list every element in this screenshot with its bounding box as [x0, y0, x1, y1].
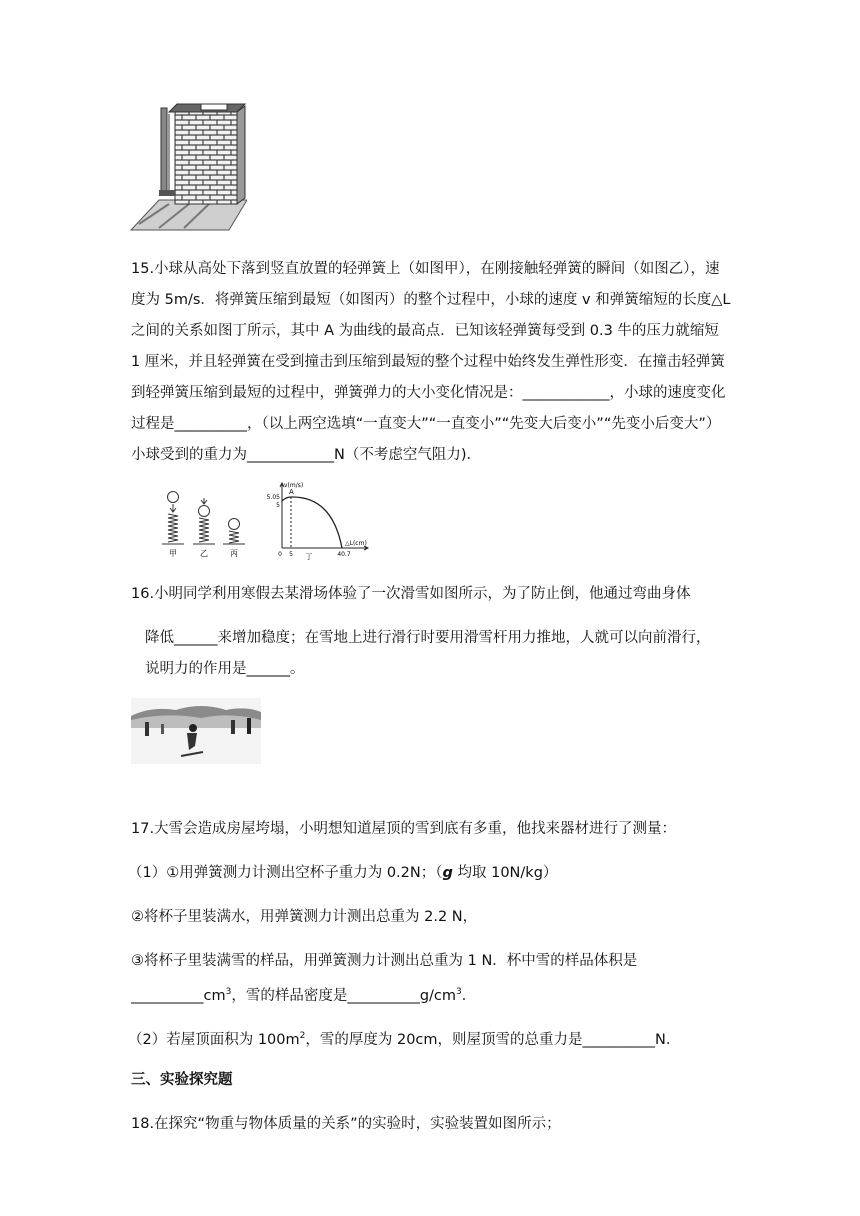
- q17-step-1: [128, 862, 557, 884]
- label-bing: 丙: [230, 549, 238, 558]
- q17-density-blank: ，雪的样品密度是__________g/cm: [231, 987, 457, 1004]
- q17-step-1-g: g: [442, 865, 453, 881]
- q16-line-1: 16.小明同学利用寒假去某滑场体验了一次滑雪如图所示，为了防止倒，他通过弯曲身体: [131, 586, 691, 602]
- graph-ytick-505: 5.05: [266, 494, 280, 501]
- q17-volume-blank: __________cm: [131, 987, 226, 1004]
- graph-xlabel: △L(cm): [345, 540, 367, 547]
- q17-part-2: [128, 1025, 680, 1051]
- q17-end: ．: [461, 987, 477, 1004]
- graph-xtick-407: 40.7: [337, 551, 351, 558]
- section-3-title: 三、实验探究题: [131, 1072, 233, 1088]
- q17-step-1-text-b: 均取 10N/kg）: [452, 865, 558, 881]
- graph-ylabel: v(m/s): [284, 482, 304, 489]
- spring-ball-figure: [160, 490, 250, 560]
- brick-wall-figure: [129, 100, 247, 232]
- q17-step-3-cont: [131, 981, 476, 1007]
- q16-line-2: 降低______来增加稳度；在雪地上进行滑行时要用滑雪杆用力推地，人就可以向前滑行，: [145, 630, 711, 646]
- q18-text: 18.在探究“物重与物体质量的关系”的实验时，实验装置如图所示；: [131, 1116, 561, 1132]
- q17-step-2: ②将杯子里装满水，用弹簧测力计测出总重为 2.2 N，: [131, 909, 478, 925]
- graph-ytick-5: 5: [276, 502, 280, 509]
- skiing-photo: [131, 698, 261, 764]
- graph-xtick-5: 5: [289, 551, 293, 558]
- graph-xtick-0: 0: [278, 551, 282, 558]
- q17-sup-2: 3: [456, 987, 462, 997]
- label-jia: 甲: [169, 549, 177, 558]
- label-yi: 乙: [200, 549, 208, 558]
- graph-point-a: A: [289, 488, 294, 496]
- graph-caption: 丁: [305, 553, 313, 560]
- q15-text: 15.小球从高处下落到竖直放置的轻弹簧上（如图甲），在刚接触轻弹簧的瞬间（如图乙），速度为 5m/s．将弹簧压缩到最短（如图丙）的整个过程中，小球的速度 v 和弹簧缩短的长度△L 之间的关系如图丁所示，其中 A 为曲线的最高点．已知该轻弹簧每受到 0.3 牛的压力就缩短 1 厘米，并且轻弹簧在受到撞击到压缩到最短的整个过程中始终发生弹性形变．在撞击轻弹簧到轻弹簧压缩到最短的过程中，弹簧弹力的大小变化情况是：____________，小球的速度变化过程是__________，（以上两空选填“一直变大”“一直变小”“先变大后变小”“先变小后变大”）小球受到的重力为____________N（不考虑空气阻力)．: [131, 261, 731, 463]
- q17-sup-1: 3: [225, 987, 232, 997]
- velocity-graph: [262, 478, 372, 560]
- q16-line-3: 说明力的作用是______。: [145, 661, 305, 677]
- q17-sup-3: 2: [299, 1031, 306, 1041]
- q17-step-1-text-a: （1）①用弹簧测力计测出空杯子重力为 0.2N；（: [128, 865, 443, 881]
- q17-part-2-text-a: （2）若屋顶面积为 100m: [128, 1031, 300, 1048]
- q17-step-3: ③将杯子里装满雪的样品，用弹簧测力计测出总重为 1 N．杯中雪的样品体积是: [131, 953, 638, 969]
- q17-title: 17.大雪会造成房屋垮塌，小明想知道屋顶的雪到底有多重，他找来器材进行了测量：: [131, 821, 677, 837]
- q17-part-2-text-b: ，雪的厚度为 20cm，则屋顶雪的总重力是__________N．: [305, 1031, 681, 1048]
